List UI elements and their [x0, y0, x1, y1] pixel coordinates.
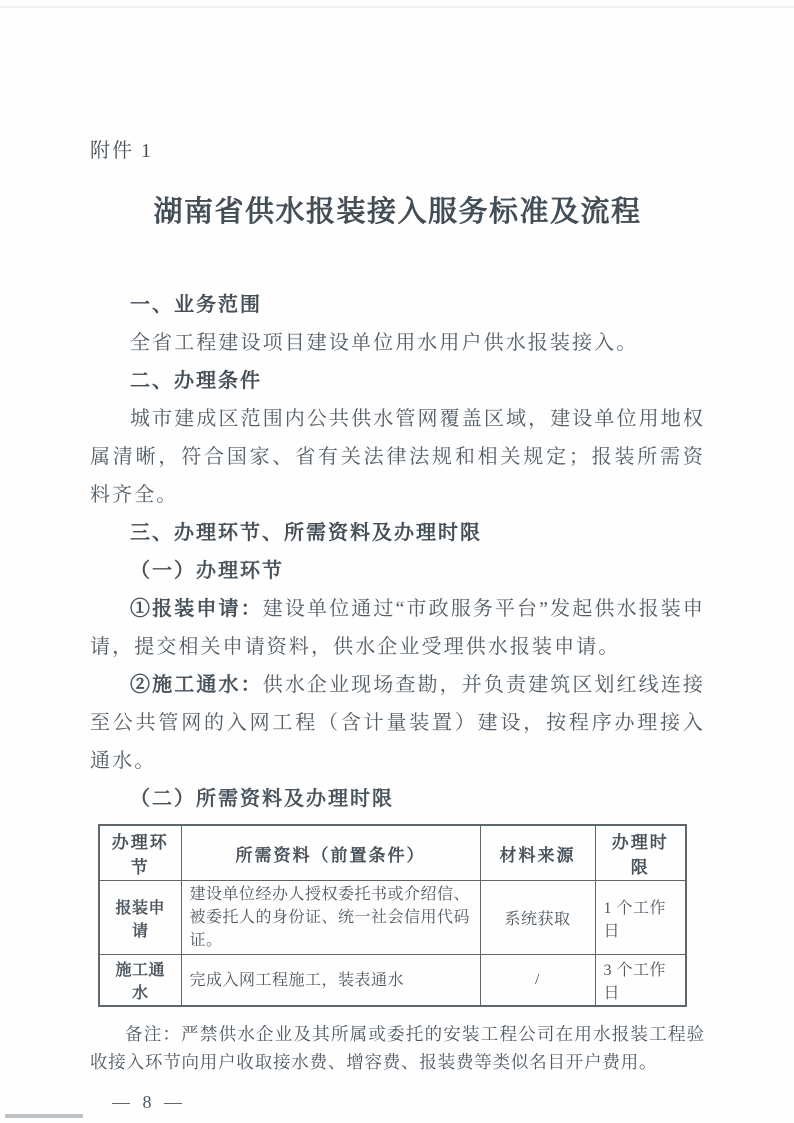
- row-1-materials: 建设单位经办人授权委托书或介绍信、被委托人的身份证、统一社会信用代码证。: [181, 881, 480, 955]
- step-1-text: 建设单位通过“市政服务平台”发起供水报装申请，提交相关申请资料，供水企业受理供水报装申请。: [90, 598, 705, 658]
- table-header-row: [99, 825, 686, 881]
- row-2-materials: 完成入网工程施工，装表通水: [181, 955, 480, 1007]
- row-1-time: 1 个工作日: [595, 881, 686, 955]
- header-materials: 所需资料（前置条件）: [181, 825, 480, 881]
- section-2-body: 城市建成区范围内公共供水管网覆盖区域，建设单位用地权属清晰，符合国家、省有关法律法规和相关规定；报装所需资料齐全。: [90, 408, 705, 506]
- header-step: 办理环节: [99, 825, 181, 881]
- row-1-source: 系统获取: [480, 881, 595, 955]
- step-2-lead: ②施工通水：: [130, 674, 263, 696]
- step-1-paragraph: [90, 590, 705, 666]
- step-2-paragraph: [90, 666, 705, 780]
- materials-timeline-table: [98, 824, 687, 1007]
- scan-smudge-artifact: [5, 1114, 83, 1118]
- row-2-step: 施工通水: [99, 955, 181, 1007]
- page-number: — 8 —: [112, 1092, 186, 1112]
- section-1-heading: 一、业务范围: [130, 294, 262, 316]
- header-source: 材料来源: [480, 825, 595, 881]
- row-2-source: /: [480, 955, 595, 1007]
- section-1-body: 全省工程建设项目建设单位用水用户供水报装接入。: [130, 332, 639, 354]
- remark-note: 备注：严禁供水企业及其所属或委托的安装工程公司在用水报装工程验收接入环节向用户收取接水费、增容费、报装费等类似名目开户费用。: [90, 1024, 705, 1072]
- section-3-heading: 三、办理环节、所需资料及办理时限: [130, 522, 482, 544]
- step-1-lead: ①报装申请：: [130, 598, 263, 620]
- row-2-time: 3 个工作日: [595, 955, 686, 1007]
- attachment-label: 附件 1: [90, 140, 153, 162]
- document-body: [90, 286, 705, 1113]
- subsection-1-heading: （一）办理环节: [130, 560, 284, 582]
- table-row: [99, 881, 686, 955]
- table-row: [99, 955, 686, 1007]
- subsection-2-heading: （二）所需资料及办理时限: [130, 788, 394, 810]
- row-1-step: 报装申请: [99, 881, 181, 955]
- section-2-heading: 二、办理条件: [130, 370, 262, 392]
- header-time: 办理时限: [595, 825, 686, 881]
- page-title: 湖南省供水报装接入服务标准及流程: [153, 196, 642, 228]
- step-2-text: 供水企业现场查勘，并负责建筑区划红线连接至公共管网的入网工程（含计量装置）建设，按程序办理接入通水。: [90, 674, 705, 772]
- scan-edge-artifact: [0, 6, 794, 8]
